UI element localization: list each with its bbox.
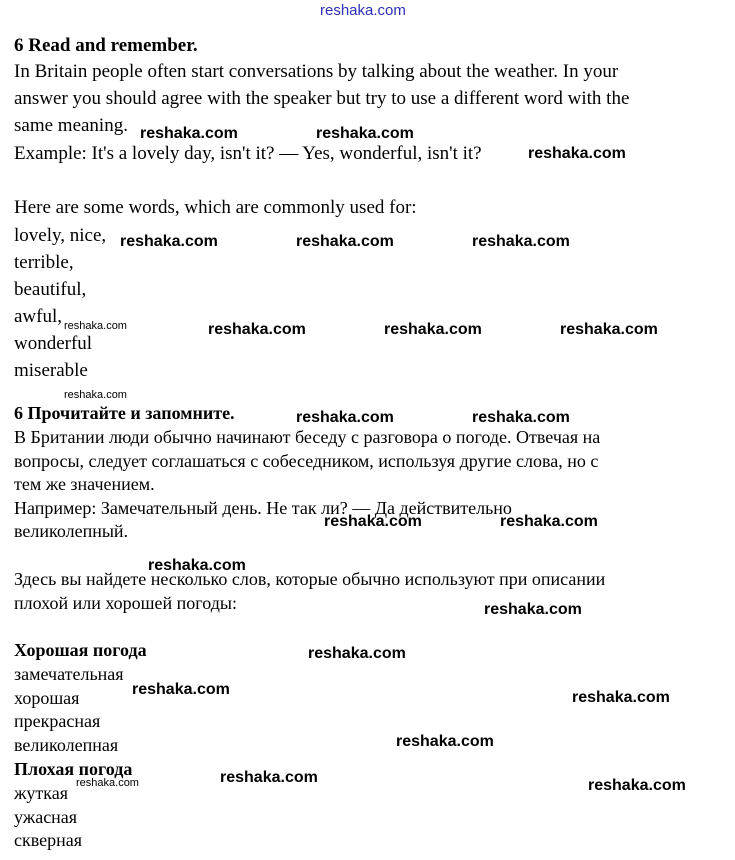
watermark: reshaka.com xyxy=(220,769,318,786)
watermark: reshaka.com xyxy=(588,777,686,794)
watermark: reshaka.com xyxy=(140,125,238,142)
bad-weather-heading: Плохая погода xyxy=(14,759,133,779)
bad-word-3: скверная xyxy=(14,830,83,850)
watermark: reshaka.com xyxy=(324,513,422,530)
watermark: reshaka.com xyxy=(572,689,670,706)
watermark-small: reshaka.com xyxy=(64,389,127,401)
russian-paragraph-line-1: В Британии люди обычно начинают беседу с разговора о погоде. Отвечая на xyxy=(14,427,601,447)
russian-paragraph-line-3: тем же значением. xyxy=(14,474,155,494)
watermark: reshaka.com xyxy=(528,145,626,162)
watermark: reshaka.com xyxy=(296,233,394,250)
watermark: reshaka.com xyxy=(296,409,394,426)
bad-word-2: ужасная xyxy=(14,807,78,827)
word-awful: awful, xyxy=(14,306,63,327)
russian-example-line-2: великолепный. xyxy=(14,521,129,541)
english-intro: Here are some words, which are commonly used for: xyxy=(14,197,417,218)
word-wonderful: wonderful xyxy=(14,333,93,354)
word-lovely-nice: lovely, nice, xyxy=(14,225,107,246)
good-word-3: прекрасная xyxy=(14,711,101,731)
watermark: reshaka.com xyxy=(132,681,230,698)
watermark: reshaka.com xyxy=(148,557,246,574)
watermark-top: reshaka.com xyxy=(320,2,406,19)
watermark-small: reshaka.com xyxy=(64,320,127,332)
watermark: reshaka.com xyxy=(472,409,570,426)
watermark: reshaka.com xyxy=(472,233,570,250)
english-paragraph-line-2: answer you should agree with the speaker but try to use a different word with the xyxy=(14,88,630,109)
watermark: reshaka.com xyxy=(500,513,598,530)
word-terrible: terrible, xyxy=(14,252,74,273)
watermark: reshaka.com xyxy=(396,733,494,750)
watermark: reshaka.com xyxy=(484,601,582,618)
russian-example-line-1: Например: Замечательный день. Не так ли? — Да действительно xyxy=(14,498,512,518)
watermark-small: reshaka.com xyxy=(76,777,139,789)
watermark: reshaka.com xyxy=(316,125,414,142)
word-beautiful: beautiful, xyxy=(14,279,87,300)
watermark: reshaka.com xyxy=(308,645,406,662)
english-heading: 6 Read and remember. xyxy=(14,35,198,56)
bad-word-1: жуткая xyxy=(14,783,69,803)
watermark: reshaka.com xyxy=(560,321,658,338)
good-word-4: великолепная xyxy=(14,735,119,755)
good-weather-heading: Хорошая погода xyxy=(14,640,147,660)
watermark: reshaka.com xyxy=(208,321,306,338)
english-paragraph-line-1: In Britain people often start conversations by talking about the weather. In your xyxy=(14,61,619,82)
russian-paragraph-line-2: вопросы, следует соглашаться с собеседником, используя другие слова, но с xyxy=(14,451,599,471)
watermark: reshaka.com xyxy=(384,321,482,338)
english-example: Example: It's a lovely day, isn't it? — Yes, wonderful, isn't it? xyxy=(14,143,482,164)
good-word-1: замечательная xyxy=(14,664,124,684)
russian-intro-line-1: Здесь вы найдете несколько слов, которые обычно используют при описании xyxy=(14,569,606,589)
russian-heading: 6 Прочитайте и запомните. xyxy=(14,403,235,423)
word-miserable: miserable xyxy=(14,360,88,381)
good-word-2: хорошая xyxy=(14,688,80,708)
watermark: reshaka.com xyxy=(120,233,218,250)
russian-intro-line-2: плохой или хорошей погоды: xyxy=(14,593,237,613)
english-paragraph-line-3: same meaning. xyxy=(14,115,128,136)
